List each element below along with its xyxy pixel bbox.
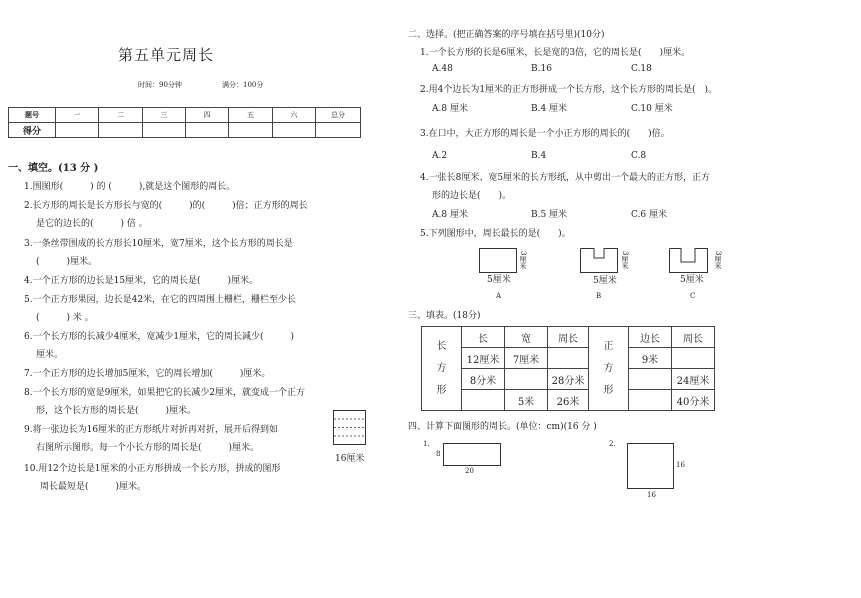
- figure2-side-label: 16: [676, 461, 685, 469]
- score-cell[interactable]: [56, 123, 99, 138]
- choice-option: A.8 厘米: [432, 104, 468, 114]
- fill-question: 是它的边长的( ) 倍 。: [36, 219, 148, 229]
- choice-option: C.10 厘米: [631, 104, 673, 114]
- fill-question: 形，这个长方形的周长是( )厘米。: [36, 406, 197, 416]
- score-header-cell: 二: [99, 108, 142, 123]
- score-cell[interactable]: [316, 123, 361, 138]
- rect-side-char: 方: [436, 362, 447, 374]
- score-header-cell: 五: [229, 108, 272, 123]
- rect-cell[interactable]: [505, 369, 548, 390]
- exam-time: 时间：90分钟: [138, 81, 182, 89]
- figure2-number: 2.: [609, 440, 616, 448]
- score-header-row: [9, 108, 361, 123]
- score-header-cell: 一: [56, 108, 99, 123]
- square-header-cell: 边长: [629, 327, 672, 348]
- square-side-char: 形: [603, 384, 614, 396]
- fill-question: 9.将一张边长为16厘米的正方形纸片对折再对折，展开后得到如: [24, 425, 279, 435]
- figure1-width-label: 20: [465, 467, 474, 475]
- section1-heading: 一、填空。(13 分 ): [8, 163, 99, 174]
- score-cell[interactable]: [229, 123, 272, 138]
- shape-b-letter: B: [596, 292, 602, 300]
- folded-paper-figure: [333, 410, 367, 446]
- rect-cell[interactable]: 7厘米: [505, 348, 548, 369]
- rect-cell[interactable]: 28分米: [548, 369, 589, 390]
- score-table: [8, 107, 361, 138]
- square-cell[interactable]: [672, 348, 715, 369]
- fill-question: 右图所示图形。每一个小长方形的周长是( )厘米。: [36, 443, 260, 453]
- choice-question: 1.一个长方形的长是6厘米，长是宽的3倍，它的周长是( )厘米。: [420, 48, 691, 58]
- rect-header-cell: 宽: [505, 327, 548, 348]
- choice-option: C.6 厘米: [631, 210, 668, 220]
- score-cell[interactable]: [185, 123, 228, 138]
- shape-b-figure: [580, 248, 624, 274]
- score-header-cell: 题号: [9, 108, 56, 123]
- shape-a-height-label: 3厘米: [519, 251, 527, 270]
- square-table: [588, 326, 715, 411]
- choice-option: B.4: [531, 151, 547, 161]
- choice-option: A.48: [432, 64, 453, 74]
- fill-question: 2.长方形的周长是长方形长与宽的( )的( )倍；正方形的周长: [24, 201, 308, 211]
- shape-c-figure: [669, 248, 713, 274]
- rect-header-cell: 周长: [548, 327, 589, 348]
- page-title: 第五单元周长: [118, 46, 215, 64]
- choice-question: 5.下列图形中，周长最长的是( )。: [420, 229, 571, 239]
- fill-question: 5.一个正方形果园，边长是42米，在它的四周围上栅栏，栅栏至少长: [24, 295, 297, 305]
- fill-question: ( ) 米 。: [36, 313, 94, 323]
- score-header-cell: 三: [142, 108, 185, 123]
- fill-question: 3.一条丝带围成的长方形长10厘米，宽7厘米，这个长方形的周长是: [24, 239, 293, 249]
- square-cell[interactable]: 24厘米: [672, 369, 715, 390]
- score-row: [9, 123, 361, 138]
- folded-paper-label: 16厘米: [335, 454, 365, 464]
- section3-heading: 三、填表。(18分): [408, 311, 481, 321]
- shape-c-width-label: 5厘米: [680, 275, 704, 285]
- score-header-cell: 四: [185, 108, 228, 123]
- choice-option: A.8 厘米: [432, 210, 468, 220]
- figure2-square: [627, 443, 674, 489]
- choice-question: 2.用4个边长为1厘米的正方形拼成一个长方形，这个长方形的周长是( )。: [420, 85, 718, 95]
- fill-question: 6.一个长方形的长减少4厘米，宽减少1厘米，它的周长减少( ): [24, 332, 295, 342]
- fill-question: 厘米。: [36, 350, 64, 360]
- shape-b-width-label: 5厘米: [593, 276, 617, 286]
- shape-a-letter: A: [496, 292, 502, 300]
- choice-option: B.5 厘米: [531, 210, 568, 220]
- fill-question: 7.一个正方形的边长增加5厘米，它的周长增加( )厘米。: [24, 369, 271, 379]
- score-header-cell: 六: [272, 108, 315, 123]
- fill-question: 8.一个长方形的宽是9厘米，如果把它的长减少2厘米，就变成一个正方: [24, 388, 306, 398]
- choice-option: A.2: [432, 151, 448, 161]
- square-side-char: 正: [603, 340, 614, 352]
- figure1-rectangle: [443, 443, 501, 466]
- choice-option: B.4 厘米: [531, 104, 568, 114]
- fill-question: ( )厘米。: [36, 257, 98, 267]
- score-cell[interactable]: [272, 123, 315, 138]
- score-cell[interactable]: [142, 123, 185, 138]
- fill-question: 周长最短是( )厘米。: [40, 482, 147, 492]
- square-cell[interactable]: [629, 390, 672, 411]
- rect-cell[interactable]: [548, 348, 589, 369]
- rect-side-label: [422, 327, 462, 411]
- shape-c-letter: C: [690, 292, 696, 300]
- choice-option: C.18: [631, 64, 652, 74]
- choice-option: C.8: [631, 151, 647, 161]
- square-cell[interactable]: [629, 369, 672, 390]
- fill-question: 4.一个正方形的边长是15厘米，它的周长是( )厘米。: [24, 276, 259, 286]
- rect-cell[interactable]: 12厘米: [462, 348, 505, 369]
- choice-option: B.16: [531, 64, 552, 74]
- choice-question: 3.在口中，大正方形的周长是一个小正方形的周长的( )倍。: [420, 129, 670, 139]
- figure2-bottom-label: 16: [647, 491, 656, 499]
- rect-cell[interactable]: 26米: [548, 390, 589, 411]
- square-side-label: [589, 327, 629, 411]
- choice-question: 4.一张长8厘米、宽5厘米的长方形纸，从中剪出一个最大的正方形，正方: [420, 173, 711, 183]
- shape-c-height-label: 3厘米: [714, 251, 722, 270]
- square-cell[interactable]: 9米: [629, 348, 672, 369]
- square-cell[interactable]: 40分米: [672, 390, 715, 411]
- fill-question: 1.围图形( ) 的 ( ),就是这个图形的周长。: [24, 182, 236, 192]
- score-cell[interactable]: [99, 123, 142, 138]
- shape-a-width-label: 5厘米: [487, 275, 511, 285]
- rect-header-cell: 长: [462, 327, 505, 348]
- rect-cell[interactable]: 8分米: [462, 369, 505, 390]
- rectangle-table: [421, 326, 589, 411]
- shape-a-figure: [479, 248, 521, 274]
- full-score: 满分：100分: [222, 81, 264, 89]
- rect-cell[interactable]: [462, 390, 505, 411]
- square-header-row: [589, 327, 715, 348]
- score-header-cell: 总分: [316, 108, 361, 123]
- figure1-number: 1.: [423, 440, 430, 448]
- rect-side-char: 长: [436, 340, 447, 352]
- rect-side-char: 形: [436, 384, 447, 396]
- square-header-cell: 周长: [672, 327, 715, 348]
- fill-question: 10.用12个边长是1厘米的小正方形拼成一个长方形，拼成的图形: [24, 464, 281, 474]
- rect-cell[interactable]: 5米: [505, 390, 548, 411]
- square-side-char: 方: [603, 362, 614, 374]
- rect-header-row: [422, 327, 589, 348]
- section2-heading: 二、选择。(把正确答案的序号填在括号里)(10分): [408, 30, 605, 40]
- choice-question: 形的边长是( )。: [432, 191, 512, 201]
- section4-heading: 四、计算下面图形的周长。(单位：cm)(16 分 ): [408, 422, 597, 432]
- score-row-label: 得分: [9, 123, 56, 138]
- shape-b-height-label: 3厘米: [621, 251, 629, 270]
- figure1-height-label: 8: [436, 450, 441, 458]
